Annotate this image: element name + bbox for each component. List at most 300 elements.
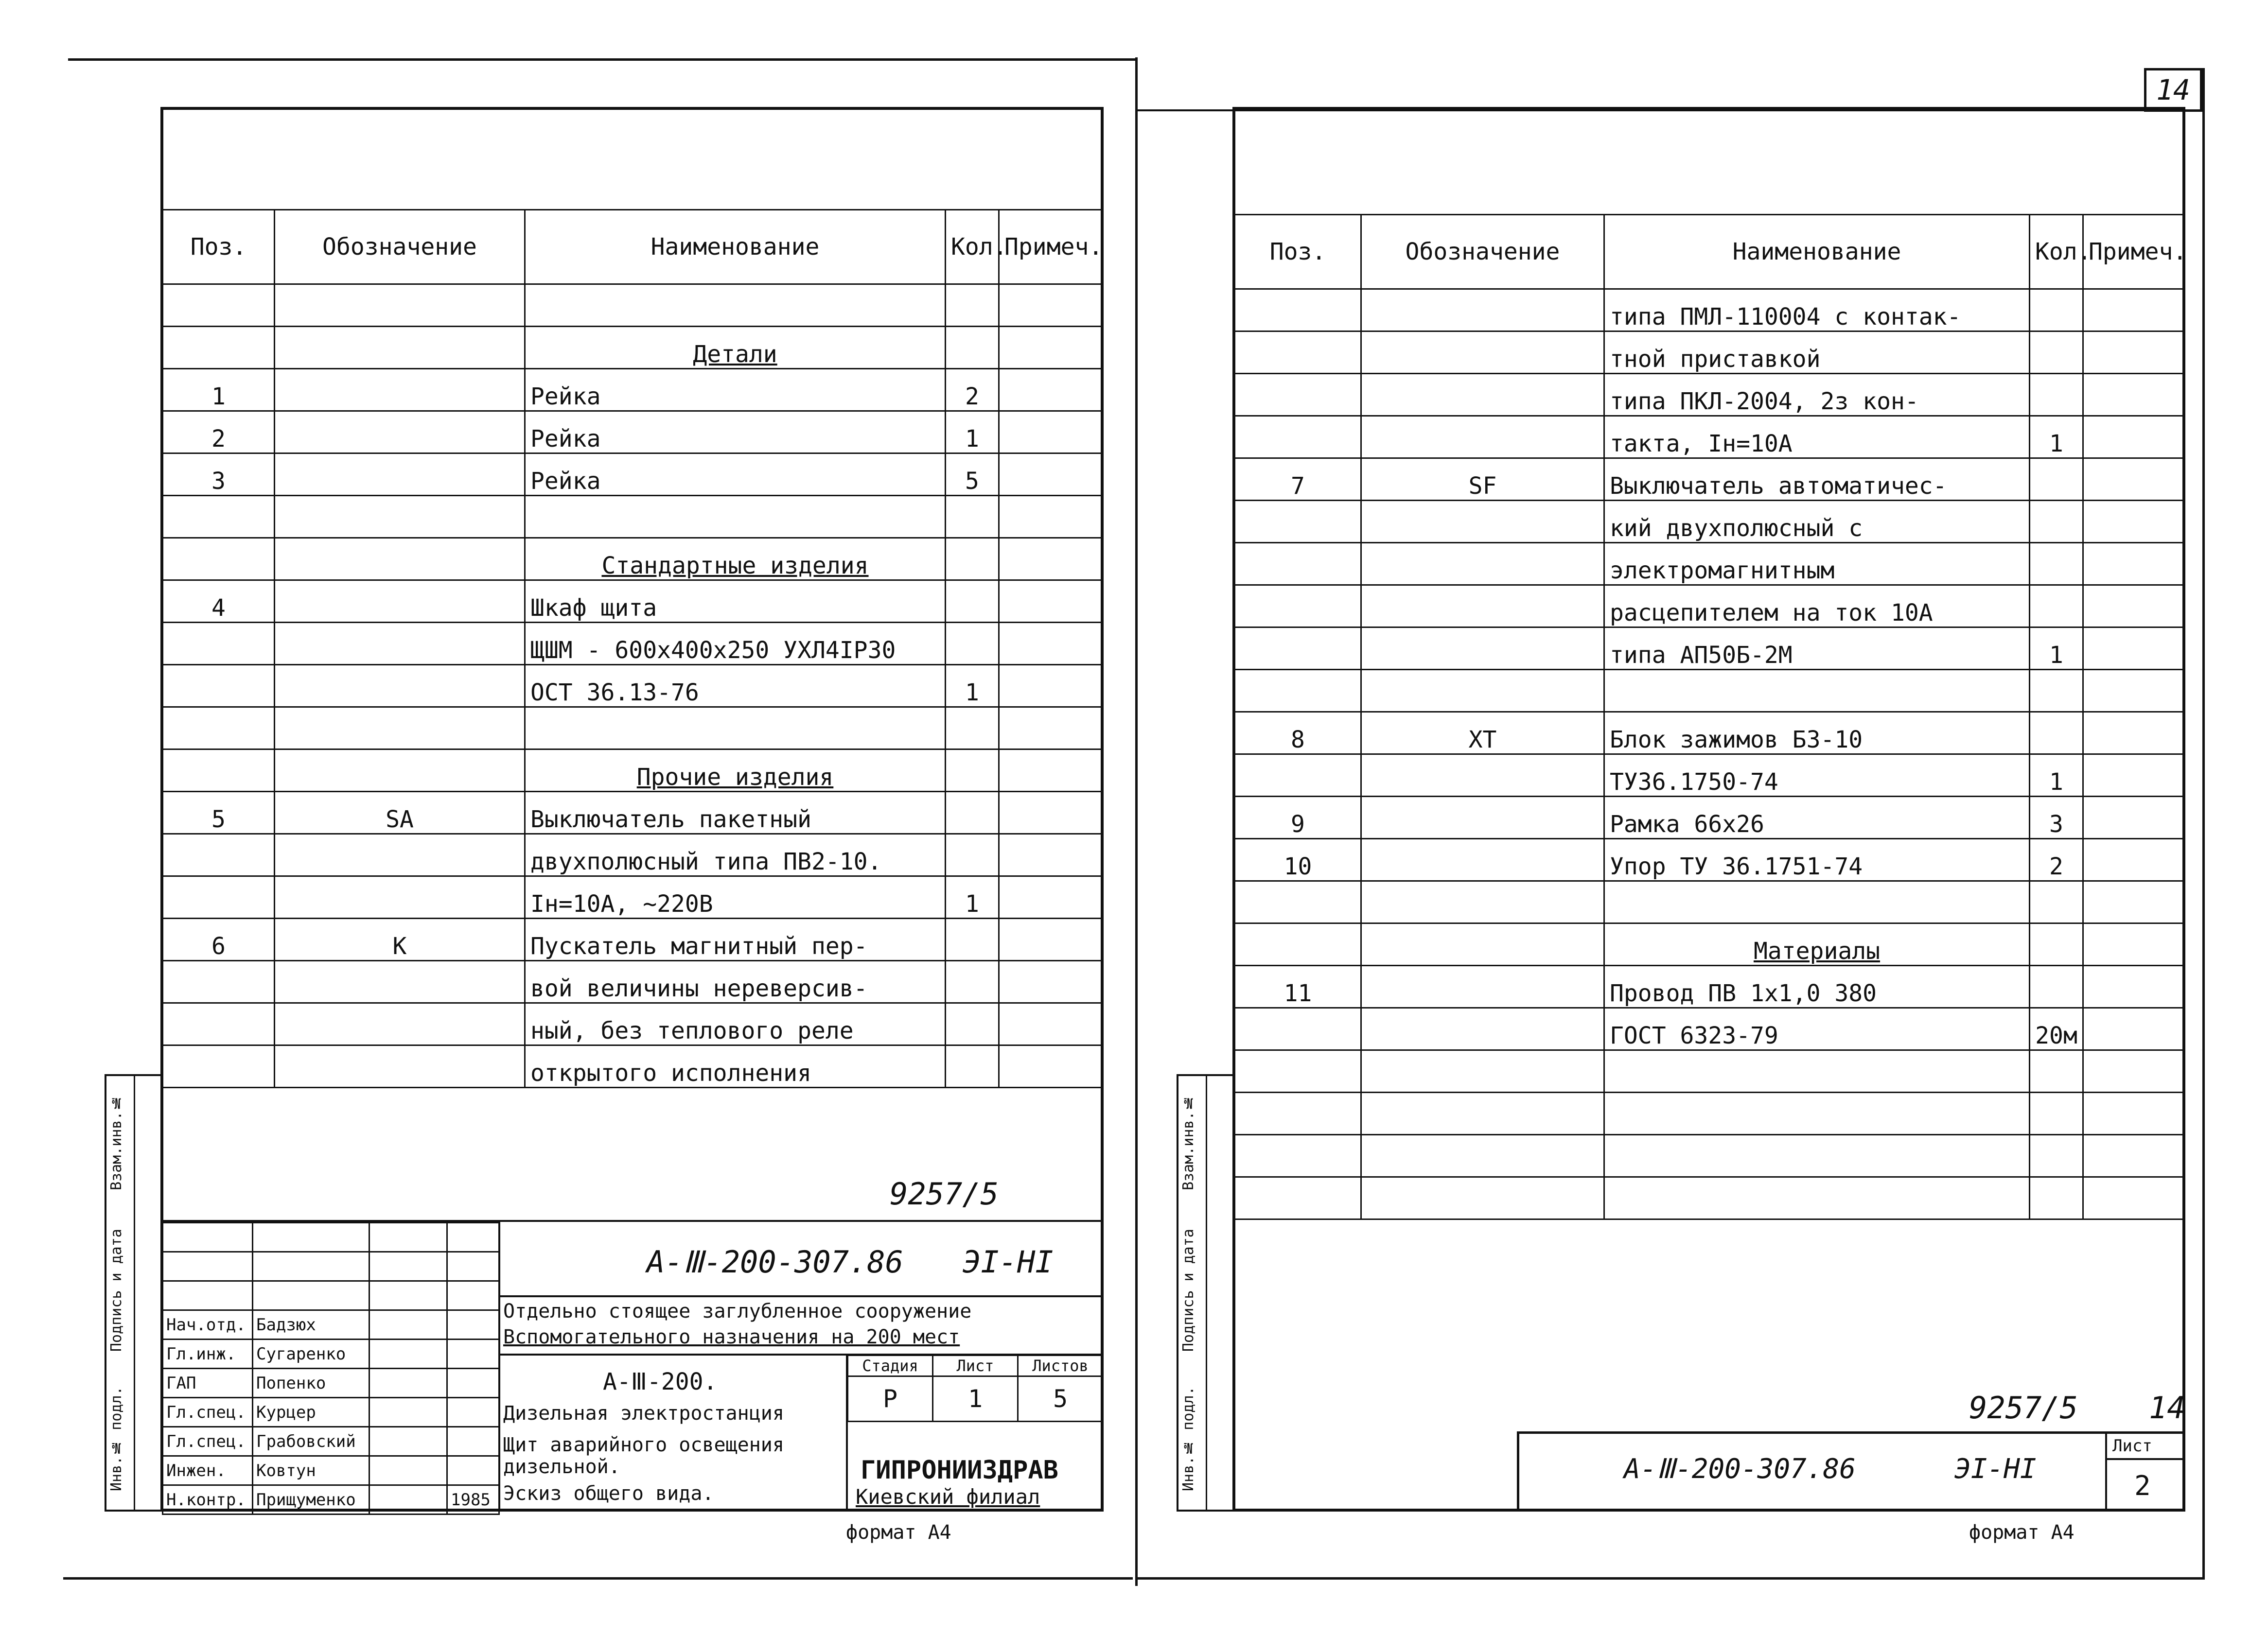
table-row xyxy=(163,623,1103,665)
designation-cell xyxy=(275,284,525,327)
org-branch: Киевский филиал xyxy=(856,1485,1040,1509)
pos-cell: 2 xyxy=(163,411,275,453)
pos-cell: 11 xyxy=(1235,966,1361,1008)
pos-cell xyxy=(1235,374,1361,416)
pos-cell xyxy=(163,961,275,1003)
name-cell: Упор ТУ 36.1751-74 xyxy=(1604,839,2030,881)
designation-cell xyxy=(275,707,525,749)
note-cell xyxy=(999,580,1103,623)
name-cell: Рейка xyxy=(525,369,946,411)
side-label-repl: Взам.инв.№ xyxy=(108,1094,125,1190)
title-line-3: дизельной. xyxy=(503,1456,620,1478)
side-label-sign: Подпись и дата xyxy=(108,1229,125,1352)
right-doc-code: А-Ⅲ-200-307.86 xyxy=(1624,1453,1856,1485)
role-cell: Гл.спец. xyxy=(163,1427,253,1456)
table-row xyxy=(163,834,1103,876)
surname-cell: Ковтун xyxy=(253,1456,369,1485)
designation-cell xyxy=(275,496,525,538)
note-cell xyxy=(2083,712,2185,754)
date-cell xyxy=(447,1223,499,1252)
signature-cell xyxy=(369,1485,447,1514)
surname-cell: Грабовский xyxy=(253,1427,369,1456)
pos-cell: 7 xyxy=(1235,458,1361,501)
table-row xyxy=(1235,458,2185,501)
designation-cell xyxy=(275,453,525,496)
qty-cell xyxy=(946,707,999,749)
table-row xyxy=(163,876,1103,919)
col-designation: Обозначение xyxy=(1361,215,1604,289)
side-label-sign: Подпись и дата xyxy=(1180,1229,1197,1352)
note-cell xyxy=(999,707,1103,749)
qty-cell xyxy=(946,749,999,792)
right-page-mark: 14 xyxy=(2149,1390,2185,1426)
name-cell: кий двухполюсный с xyxy=(1604,501,2030,543)
title-line-1: Дизельная электростанция xyxy=(503,1402,784,1425)
qty-cell: 1 xyxy=(946,411,999,453)
qty-cell xyxy=(2030,1093,2083,1135)
qty-cell xyxy=(946,327,999,369)
table-row xyxy=(163,665,1103,707)
signature-cell xyxy=(369,1310,447,1340)
qty-cell xyxy=(2030,331,2083,374)
qty-cell: 1 xyxy=(946,876,999,919)
table-row xyxy=(1235,374,2185,416)
name-cell xyxy=(1604,1177,2030,1219)
note-cell xyxy=(2083,1008,2185,1050)
pos-cell xyxy=(1235,543,1361,585)
designation-cell xyxy=(275,749,525,792)
sheet-value: 1 xyxy=(933,1376,1018,1422)
designation-cell xyxy=(1361,839,1604,881)
sheets-value: 5 xyxy=(1018,1376,1103,1422)
pos-cell: 9 xyxy=(1235,797,1361,839)
name-cell: типа ПКЛ-2004, 2з кон- xyxy=(1604,374,2030,416)
table-row xyxy=(1235,670,2185,712)
designation-cell xyxy=(275,369,525,411)
right-stamp-v xyxy=(2105,1431,2107,1512)
name-cell: ОСТ 36.13-76 xyxy=(525,665,946,707)
pos-cell xyxy=(1235,331,1361,374)
note-cell xyxy=(2083,839,2185,881)
designation-cell xyxy=(1361,627,1604,670)
note-cell xyxy=(999,538,1103,580)
name-cell: Прочие изделия xyxy=(525,749,946,792)
note-cell xyxy=(2083,374,2185,416)
pos-cell xyxy=(1235,627,1361,670)
note-cell xyxy=(2083,543,2185,585)
surname-cell: Сугаренко xyxy=(253,1340,369,1369)
role-cell: Инжен. xyxy=(163,1456,253,1485)
name-cell: Выключатель пакетный xyxy=(525,792,946,834)
designation-cell xyxy=(1361,1177,1604,1219)
table-row xyxy=(1235,754,2185,797)
sheets-label: Листов xyxy=(1018,1356,1103,1376)
left-sheet-code: ЭI-HI xyxy=(963,1244,1054,1280)
pos-cell xyxy=(163,834,275,876)
qty-cell xyxy=(2030,501,2083,543)
signature-cell xyxy=(369,1456,447,1485)
designation-cell xyxy=(1361,1135,1604,1177)
name-cell: Шкаф щита xyxy=(525,580,946,623)
designation-cell xyxy=(1361,881,1604,923)
signature-cell xyxy=(369,1340,447,1369)
col-name: Наименование xyxy=(525,210,946,284)
table-row xyxy=(1235,416,2185,458)
note-cell xyxy=(999,834,1103,876)
pos-cell xyxy=(163,623,275,665)
col-pos: Поз. xyxy=(163,210,275,284)
date-cell xyxy=(447,1252,499,1281)
surname-cell xyxy=(253,1223,369,1252)
designation-cell xyxy=(1361,797,1604,839)
qty-cell xyxy=(946,961,999,1003)
designation-cell xyxy=(1361,966,1604,1008)
name-cell: Провод ПВ 1х1,0 380 xyxy=(1604,966,2030,1008)
note-cell xyxy=(999,453,1103,496)
pos-cell xyxy=(163,496,275,538)
signature-row xyxy=(163,1281,499,1310)
table-row xyxy=(163,496,1103,538)
table-row xyxy=(1235,797,2185,839)
name-cell: ЩШМ - 600х400х250 УХЛ4IP30 xyxy=(525,623,946,665)
name-cell: вой величины нереверсив- xyxy=(525,961,946,1003)
note-cell xyxy=(2083,797,2185,839)
side-label-repl: Взам.инв.№ xyxy=(1180,1094,1197,1190)
col-name: Наименование xyxy=(1604,215,2030,289)
note-cell xyxy=(999,961,1103,1003)
name-cell: ТУ36.1750-74 xyxy=(1604,754,2030,797)
name-cell: такта, Iн=10А xyxy=(1604,416,2030,458)
left-stamp-signatures xyxy=(162,1222,500,1515)
qty-cell xyxy=(946,538,999,580)
designation-cell xyxy=(1361,501,1604,543)
left-format: формат А4 xyxy=(846,1521,951,1544)
table-row xyxy=(163,961,1103,1003)
stage-table xyxy=(847,1355,1104,1422)
signature-row xyxy=(163,1427,499,1456)
note-cell xyxy=(999,919,1103,961)
qty-cell xyxy=(946,284,999,327)
role-cell xyxy=(163,1252,253,1281)
qty-cell xyxy=(2030,1177,2083,1219)
note-cell xyxy=(999,1003,1103,1045)
role-cell: Гл.спец. xyxy=(163,1398,253,1427)
pos-cell xyxy=(1235,289,1361,331)
table-row xyxy=(1235,923,2185,966)
date-cell xyxy=(447,1281,499,1310)
table-row xyxy=(1235,289,2185,331)
pos-cell xyxy=(1235,1177,1361,1219)
sheet-number: 14 xyxy=(2156,73,2190,106)
note-cell xyxy=(2083,670,2185,712)
stage-label: Стадия xyxy=(848,1356,933,1376)
note-cell xyxy=(2083,458,2185,501)
pos-cell: 6 xyxy=(163,919,275,961)
name-cell: Материалы xyxy=(1604,923,2030,966)
top-rule xyxy=(68,58,1138,61)
table-row xyxy=(1235,1050,2185,1093)
left-inventory-number: 9257/5 xyxy=(890,1176,999,1212)
name-cell xyxy=(525,496,946,538)
name-cell: типа ПМЛ-110004 с контак- xyxy=(1604,289,2030,331)
signature-row xyxy=(163,1252,499,1281)
qty-cell xyxy=(2030,374,2083,416)
designation-cell xyxy=(1361,1093,1604,1135)
qty-cell: 1 xyxy=(2030,754,2083,797)
surname-cell: Прищуменко xyxy=(253,1485,369,1514)
right-inventory-number: 9257/5 xyxy=(1969,1390,2078,1426)
table-row xyxy=(163,580,1103,623)
note-cell xyxy=(2083,1177,2185,1219)
qty-cell xyxy=(2030,670,2083,712)
qty-cell xyxy=(2030,543,2083,585)
pos-cell xyxy=(163,1045,275,1088)
note-cell xyxy=(2083,331,2185,374)
sheet-number-box xyxy=(2144,68,2202,112)
pos-cell xyxy=(1235,1093,1361,1135)
pos-cell xyxy=(163,1003,275,1045)
table-row xyxy=(1235,881,2185,923)
table-row xyxy=(163,411,1103,453)
surname-cell xyxy=(253,1281,369,1310)
table-row xyxy=(1235,585,2185,627)
pos-cell: 10 xyxy=(1235,839,1361,881)
qty-cell xyxy=(2030,966,2083,1008)
qty-cell xyxy=(2030,585,2083,627)
name-cell: Выключатель автоматичес- xyxy=(1604,458,2030,501)
qty-cell: 2 xyxy=(2030,839,2083,881)
name-cell xyxy=(525,707,946,749)
note-cell xyxy=(999,749,1103,792)
sheet-label: Лист xyxy=(933,1356,1018,1376)
signature-row xyxy=(163,1310,499,1340)
note-cell xyxy=(999,369,1103,411)
header-row xyxy=(1235,215,2185,289)
designation-cell xyxy=(1361,1050,1604,1093)
qty-cell xyxy=(946,834,999,876)
note-cell xyxy=(2083,923,2185,966)
qty-cell: 20м xyxy=(2030,1008,2083,1050)
note-cell xyxy=(2083,627,2185,670)
right-sheet-code: ЭI-HI xyxy=(1954,1453,2037,1485)
qty-cell xyxy=(2030,1050,2083,1093)
date-cell xyxy=(447,1398,499,1427)
note-cell xyxy=(999,327,1103,369)
note-cell xyxy=(999,876,1103,919)
date-cell xyxy=(447,1456,499,1485)
surname-cell: Курцер xyxy=(253,1398,369,1427)
pos-cell xyxy=(163,707,275,749)
pos-cell xyxy=(1235,1135,1361,1177)
note-cell xyxy=(2083,966,2185,1008)
pos-cell: 5 xyxy=(163,792,275,834)
table-row xyxy=(1235,839,2185,881)
pos-cell xyxy=(1235,416,1361,458)
signature-row xyxy=(163,1398,499,1427)
pos-cell: 3 xyxy=(163,453,275,496)
name-cell: Рейка xyxy=(525,453,946,496)
pos-cell xyxy=(1235,881,1361,923)
table-row xyxy=(163,749,1103,792)
name-cell: ный, без теплового реле xyxy=(525,1003,946,1045)
designation-cell xyxy=(275,327,525,369)
designation-cell: SA xyxy=(275,792,525,834)
designation-cell xyxy=(275,876,525,919)
designation-cell xyxy=(275,580,525,623)
note-cell xyxy=(999,496,1103,538)
note-cell xyxy=(2083,416,2185,458)
qty-cell xyxy=(946,496,999,538)
table-row xyxy=(163,1003,1103,1045)
name-cell xyxy=(525,284,946,327)
right-side-divider xyxy=(1206,1074,1207,1512)
qty-cell: 1 xyxy=(2030,627,2083,670)
date-cell xyxy=(447,1310,499,1340)
signature-cell xyxy=(369,1252,447,1281)
signature-cell xyxy=(369,1427,447,1456)
role-cell: Н.контр. xyxy=(163,1485,253,1514)
name-cell xyxy=(1604,881,2030,923)
table-row xyxy=(163,284,1103,327)
title-line-2: Щит аварийного освещения xyxy=(503,1434,784,1456)
qty-cell xyxy=(946,623,999,665)
note-cell xyxy=(2083,1093,2185,1135)
table-row xyxy=(1235,501,2185,543)
side-label-inv: Инв.№ подл. xyxy=(1180,1386,1197,1491)
right-sheet-label: Лист xyxy=(2112,1436,2152,1456)
table-row xyxy=(1235,1008,2185,1050)
designation-cell xyxy=(1361,923,1604,966)
name-cell xyxy=(1604,670,2030,712)
name-cell: Рамка 66х26 xyxy=(1604,797,2030,839)
qty-cell xyxy=(2030,712,2083,754)
note-cell xyxy=(2083,881,2185,923)
table-row xyxy=(163,1045,1103,1088)
left-stamp-h1 xyxy=(498,1295,1102,1297)
qty-cell xyxy=(2030,923,2083,966)
object-line-2: Вспомогательного назначения на 200 мест xyxy=(503,1326,960,1348)
pos-cell xyxy=(1235,923,1361,966)
name-cell: типа АП50Б-2М xyxy=(1604,627,2030,670)
designation-cell xyxy=(1361,289,1604,331)
qty-cell xyxy=(946,1003,999,1045)
pos-cell: 4 xyxy=(163,580,275,623)
date-cell: 1985 xyxy=(447,1485,499,1514)
name-cell: Iн=10А, ~220В xyxy=(525,876,946,919)
col-note: Примеч. xyxy=(999,210,1103,284)
designation-cell: XT xyxy=(1361,712,1604,754)
role-cell: Гл.инж. xyxy=(163,1340,253,1369)
qty-cell: 1 xyxy=(946,665,999,707)
note-cell xyxy=(999,665,1103,707)
pos-cell xyxy=(1235,670,1361,712)
qty-cell xyxy=(2030,458,2083,501)
signature-row xyxy=(163,1369,499,1398)
title-code: А-Ⅲ-200. xyxy=(603,1368,718,1395)
pos-cell xyxy=(163,327,275,369)
table-row xyxy=(1235,966,2185,1008)
table-row xyxy=(163,919,1103,961)
qty-cell xyxy=(2030,289,2083,331)
pos-cell xyxy=(1235,1050,1361,1093)
right-spec-table xyxy=(1234,214,2185,1220)
designation-cell xyxy=(1361,331,1604,374)
name-cell xyxy=(1604,1093,2030,1135)
name-cell: Рейка xyxy=(525,411,946,453)
pos-cell xyxy=(1235,585,1361,627)
designation-cell xyxy=(1361,1008,1604,1050)
signature-cell xyxy=(369,1398,447,1427)
designation-cell: K xyxy=(275,919,525,961)
title-line-4: Эскиз общего вида. xyxy=(503,1482,714,1505)
qty-cell: 3 xyxy=(2030,797,2083,839)
side-label-inv: Инв.№ подл. xyxy=(108,1386,125,1491)
qty-cell xyxy=(2030,881,2083,923)
designation-cell xyxy=(275,665,525,707)
table-row xyxy=(1235,331,2185,374)
date-cell xyxy=(447,1427,499,1456)
name-cell: расцепителем на ток 10А xyxy=(1604,585,2030,627)
col-pos: Поз. xyxy=(1235,215,1361,289)
right-bottom-rule xyxy=(1135,1577,2205,1580)
surname-cell xyxy=(253,1252,369,1281)
center-divider xyxy=(1135,57,1138,1586)
name-cell xyxy=(1604,1135,2030,1177)
designation-cell xyxy=(1361,374,1604,416)
org-name: ГИПРОНИИЗДРАВ xyxy=(861,1456,1058,1485)
pos-cell xyxy=(1235,1008,1361,1050)
name-cell: Блок зажимов Б3-10 xyxy=(1604,712,2030,754)
qty-cell xyxy=(946,580,999,623)
bottom-rule xyxy=(63,1577,1133,1580)
role-cell xyxy=(163,1281,253,1310)
table-row xyxy=(163,707,1103,749)
table-row xyxy=(1235,627,2185,670)
name-cell: ГОСТ 6323-79 xyxy=(1604,1008,2030,1050)
qty-cell xyxy=(2030,1135,2083,1177)
qty-cell: 2 xyxy=(946,369,999,411)
name-cell: тной приставкой xyxy=(1604,331,2030,374)
date-cell xyxy=(447,1340,499,1369)
designation-cell xyxy=(1361,585,1604,627)
table-row xyxy=(163,792,1103,834)
designation-cell xyxy=(275,623,525,665)
pos-cell xyxy=(163,284,275,327)
signature-cell xyxy=(369,1281,447,1310)
surname-cell: Попенко xyxy=(253,1369,369,1398)
signature-cell xyxy=(369,1369,447,1398)
table-row xyxy=(1235,543,2185,585)
right-outer-edge xyxy=(2202,68,2205,1580)
note-cell xyxy=(2083,1135,2185,1177)
designation-cell xyxy=(1361,416,1604,458)
pos-cell xyxy=(1235,501,1361,543)
note-cell xyxy=(999,792,1103,834)
surname-cell: Бадзюх xyxy=(253,1310,369,1340)
pos-cell xyxy=(163,876,275,919)
note-cell xyxy=(2083,585,2185,627)
designation-cell xyxy=(275,411,525,453)
col-qty: Кол. xyxy=(946,210,999,284)
left-spec-table xyxy=(162,209,1104,1088)
table-row xyxy=(1235,1093,2185,1135)
signature-row xyxy=(163,1485,499,1514)
stage-value: Р xyxy=(848,1376,933,1422)
role-cell: Нач.отд. xyxy=(163,1310,253,1340)
right-sheet-value: 2 xyxy=(2134,1470,2151,1502)
note-cell xyxy=(999,411,1103,453)
designation-cell xyxy=(275,1003,525,1045)
